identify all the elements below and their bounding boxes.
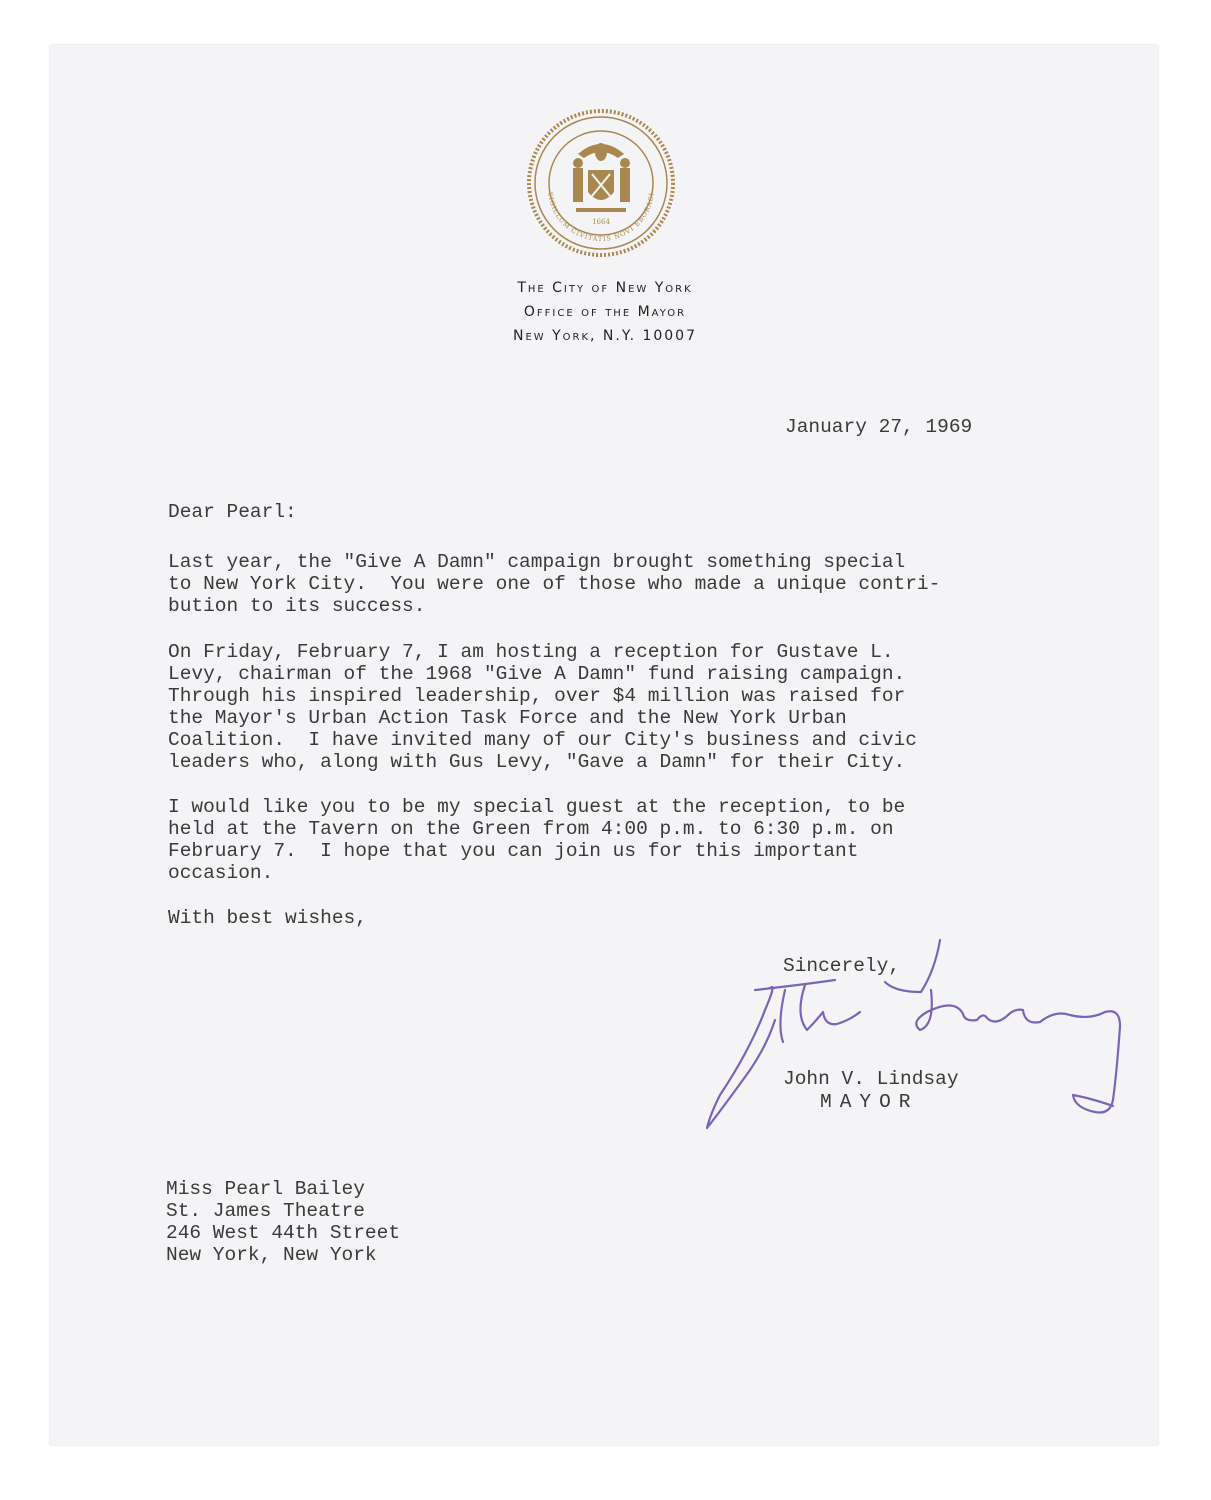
seal-motto: SIGILLUM CIVITATIS NOVI EBORACI [546,191,656,244]
body-paragraph-1: Last year, the "Give A Damn" campaign brought something special to New York City. You were one of those who made a unique contri- bution to its success. [168,551,941,617]
signer-name: John V. Lindsay [783,1068,959,1090]
closing-wishes: With best wishes, [168,907,367,929]
letterhead-city: The City of New York [517,280,693,296]
letterhead-office: Office of the Mayor [523,304,687,320]
city-seal-icon [526,108,676,258]
letterhead [405,276,805,348]
signer-title: MAYOR [820,1091,919,1113]
body-paragraph-3: I would like you to be my special guest at the reception, to be held at the Tavern on the Green from 4:00 p.m. to 6:30 p.m. on February 7. I hope that you can join us for this important occasion. [168,796,906,884]
letterhead-address: New York, N.Y. 10007 [512,328,698,344]
body-paragraph-2: On Friday, February 7, I am hosting a reception for Gustave L. Levy, chairman of the 1968 "Give A Damn" fund raising campaign. Through his inspired leadership, over $4 million was raised for the Mayor's Urban Action Task Force and the New York Urban Coalition. I have invited many of our City's business and civic leaders who, along with Gus Levy, "Gave a Damn" for their City. [168,641,917,773]
salutation: Dear Pearl: [168,501,297,523]
recipient-address: Miss Pearl Bailey St. James Theatre 246 West 44th Street New York, New York [166,1178,401,1266]
seal-year: 1664 [592,218,610,226]
handwritten-signature [695,930,1135,1135]
closing-sincerely: Sincerely, [783,955,901,977]
letter-date: January 27, 1969 [785,416,973,438]
